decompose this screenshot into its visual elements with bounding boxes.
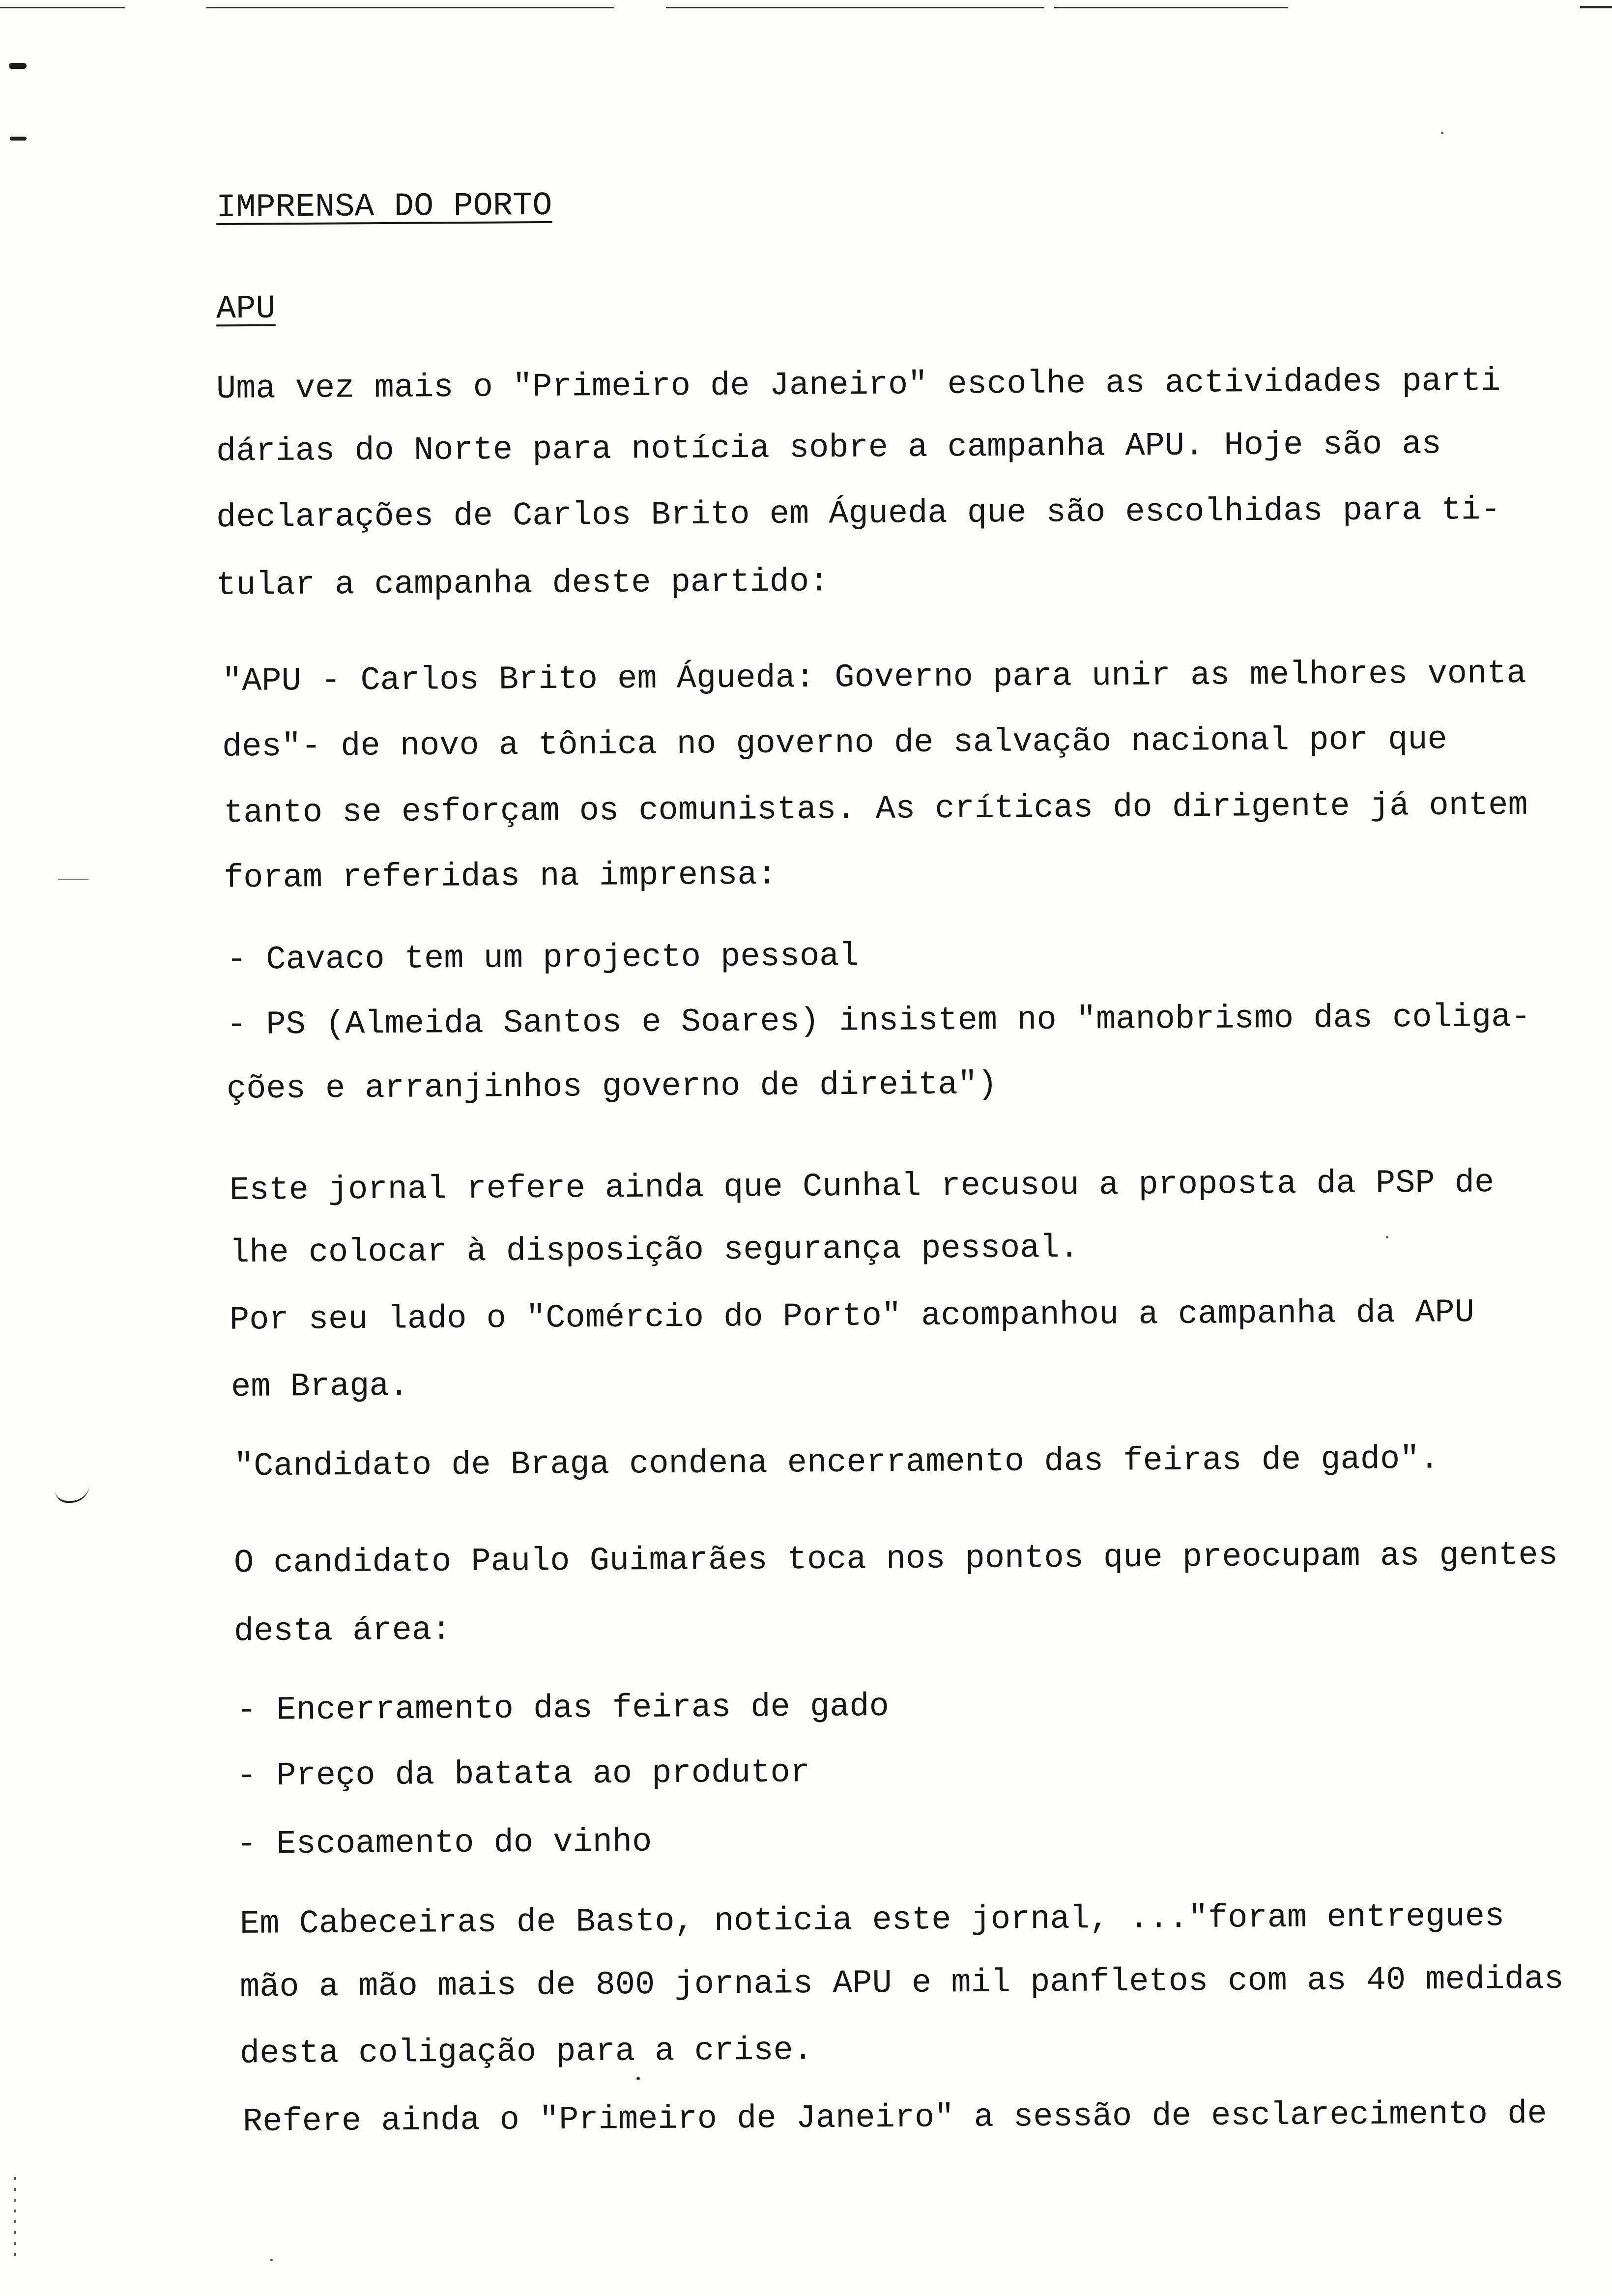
list-item: - Escoamento do vinho [236, 1823, 652, 1864]
page-title: IMPRENSA DO PORTO [216, 187, 552, 227]
margin-dotted-mark [14, 2177, 16, 2261]
list-item: - Encerramento das feiras de gado [236, 1688, 890, 1730]
top-rule-fragment [206, 7, 614, 8]
paragraph-line: desta área: [233, 1611, 452, 1651]
margin-curve-mark [55, 1484, 89, 1503]
scan-speck [1386, 1236, 1388, 1238]
section-title: APU [216, 290, 276, 328]
margin-punch-mark [9, 63, 27, 69]
paragraph-line: lhe colocar à disposição segurança pessoal. [229, 1229, 1080, 1272]
scan-speck [270, 2259, 273, 2261]
paragraph-line: em Braga. [230, 1367, 409, 1406]
list-item: ções e arranjinhos governo de direita") [226, 1066, 998, 1108]
scan-speck [1441, 132, 1443, 134]
paragraph-line: Por seu lado o "Comércio do Porto" acompanhou a campanha da APU [229, 1294, 1475, 1339]
margin-arrow-mark [10, 137, 27, 141]
paragraph-line: Em Cabeceiras de Basto, noticia este jornal, ..."foram entregues [239, 1898, 1505, 1943]
scan-speck [636, 2077, 640, 2080]
paragraph-line: mão a mão mais de 800 jornais APU e mil panfletos com as 40 medidas [239, 1960, 1564, 2007]
paragraph-line: Uma vez mais o "Primeiro de Janeiro" escolhe as actividades parti [216, 363, 1501, 408]
list-item: - Cavaco tem um projecto pessoal [226, 938, 859, 979]
top-rule-fragment [666, 7, 1044, 8]
quoted-headline: "Candidato de Braga condena encerramento das feiras de gado". [233, 1440, 1439, 1486]
paragraph-line: desta coligação para a crise. [239, 2032, 813, 2073]
paragraph-line: tular a campanha deste partido: [216, 563, 829, 604]
top-rule-fragment [1054, 7, 1288, 8]
list-item: - Preço da batata ao produtor [236, 1754, 810, 1795]
paragraph-line: foram referidas na imprensa: [223, 856, 777, 897]
paragraph-line: O candidato Paulo Guimarães toca nos pontos que preocupam as gentes [233, 1536, 1558, 1582]
top-rule-fragment [0, 7, 125, 8]
paragraph-line: tanto se esforçam os comunistas. As críticas do dirigente já ontem [223, 786, 1528, 832]
paragraph-line: dárias do Norte para notícia sobre a campanha APU. Hoje são as [216, 426, 1442, 471]
paragraph-line: des"- de novo a tônica no governo de salvação nacional por que [222, 721, 1448, 766]
margin-dash-mark [58, 879, 88, 880]
paragraph-line: "APU - Carlos Brito em Águeda: Governo para unir as melhores vonta [222, 655, 1526, 701]
list-item: - PS (Almeida Santos e Soares) insistem no "manobrismo das coliga- [226, 998, 1531, 1044]
paragraph-line: declarações de Carlos Brito em Águeda que são escolhidas para ti- [216, 491, 1501, 537]
paragraph-line: Este jornal refere ainda que Cunhal recusou a proposta da PSP de [229, 1164, 1495, 1209]
top-rule-fragment [1580, 6, 1612, 8]
paragraph-line: Refere ainda o "Primeiro de Janeiro" a sessão de esclarecimento de [242, 2095, 1547, 2141]
